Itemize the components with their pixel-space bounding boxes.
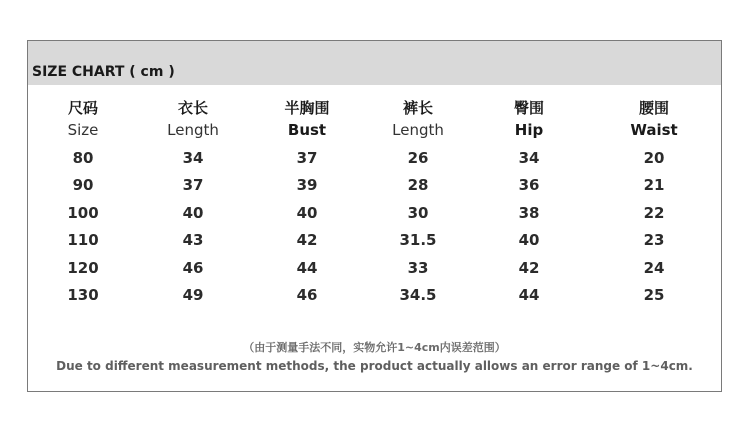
table-row xyxy=(28,255,721,282)
size-cell: 80 xyxy=(72,149,94,167)
waist-cell: 25 xyxy=(643,286,665,304)
pants-length-cell: 26 xyxy=(407,149,429,167)
top-length-cell: 49 xyxy=(182,286,204,304)
bust-cell: 46 xyxy=(296,286,318,304)
pants-length-cell: 30 xyxy=(407,204,429,222)
column-header xyxy=(599,97,709,141)
table-row xyxy=(28,227,721,254)
column-header-zh: 腰围 xyxy=(638,99,669,117)
pants-length-cell: 28 xyxy=(407,176,429,194)
waist-cell: 23 xyxy=(643,231,665,249)
hip-cell: 36 xyxy=(518,176,540,194)
hip-cell: 38 xyxy=(518,204,540,222)
waist-cell: 24 xyxy=(643,259,665,277)
column-header-zh: 尺码 xyxy=(67,99,98,117)
size-cell: 110 xyxy=(67,231,99,249)
pants-length-cell: 34.5 xyxy=(399,286,437,304)
column-header xyxy=(474,97,584,141)
measurement-note-en: Due to different measurement methods, the product actually allows an error range of 1~4cm. xyxy=(56,359,693,373)
column-header-zh: 半胸围 xyxy=(284,99,330,117)
column-header-zh: 衣长 xyxy=(177,99,208,117)
top-length-cell: 40 xyxy=(182,204,204,222)
column-header-zh: 臀围 xyxy=(513,99,544,117)
column-header-en: Bust xyxy=(287,121,327,139)
table-row xyxy=(28,172,721,199)
waist-cell: 20 xyxy=(643,149,665,167)
column-header-en: Hip xyxy=(514,121,544,139)
hip-cell: 40 xyxy=(518,231,540,249)
chart-title: SIZE CHART ( cm ) xyxy=(32,64,175,80)
size-cell: 100 xyxy=(67,204,99,222)
bust-cell: 44 xyxy=(296,259,318,277)
size-cell: 130 xyxy=(67,286,99,304)
waist-cell: 21 xyxy=(643,176,665,194)
hip-cell: 34 xyxy=(518,149,540,167)
title-band xyxy=(28,41,721,85)
table-row xyxy=(28,200,721,227)
hip-cell: 44 xyxy=(518,286,540,304)
column-header xyxy=(363,97,473,141)
column-header xyxy=(252,97,362,141)
size-cell: 90 xyxy=(72,176,94,194)
size-chart xyxy=(27,40,722,392)
column-header-en: Length xyxy=(167,121,219,139)
hip-cell: 42 xyxy=(518,259,540,277)
top-length-cell: 34 xyxy=(182,149,204,167)
top-length-cell: 43 xyxy=(182,231,204,249)
pants-length-cell: 31.5 xyxy=(399,231,437,249)
column-header-en: Length xyxy=(392,121,444,139)
column-header xyxy=(28,97,138,141)
measurement-note-zh: （由于测量手法不同，实物允许1~4cm内误差范围） xyxy=(243,341,506,354)
waist-cell: 22 xyxy=(643,204,665,222)
bust-cell: 42 xyxy=(296,231,318,249)
column-header-en: Size xyxy=(67,121,99,139)
pants-length-cell: 33 xyxy=(407,259,429,277)
bust-cell: 39 xyxy=(296,176,318,194)
column-header-en: Waist xyxy=(630,121,678,139)
bust-cell: 37 xyxy=(296,149,318,167)
top-length-cell: 37 xyxy=(182,176,204,194)
column-header-zh: 裤长 xyxy=(402,99,433,117)
column-header xyxy=(138,97,248,141)
table-row xyxy=(28,145,721,172)
top-length-cell: 46 xyxy=(182,259,204,277)
bust-cell: 40 xyxy=(296,204,318,222)
size-cell: 120 xyxy=(67,259,99,277)
table-row xyxy=(28,282,721,309)
